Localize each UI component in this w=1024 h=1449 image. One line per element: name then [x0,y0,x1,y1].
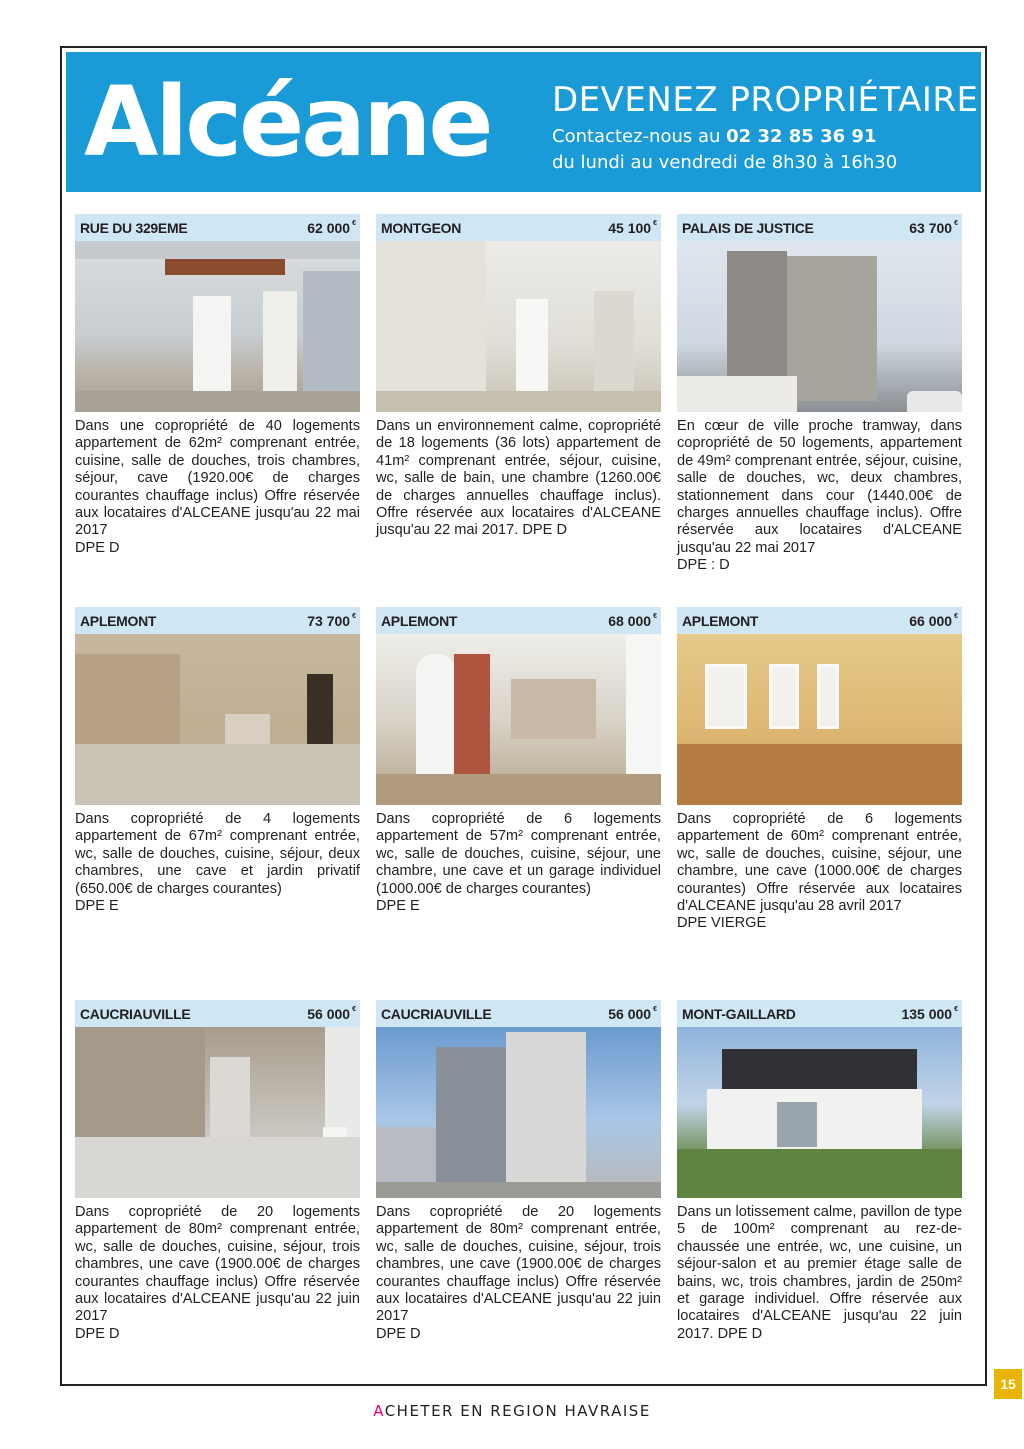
listing-description: Dans copropriété de 6 logements appartement de 60m² comprenant entrée, wc, salle de douches, cuisine, séjour, une chambre, une cave (1000.00€ de charges courantes) Offre réservée aux locataires d'ALCEANE jusqu'au 28 avril 2017 DPE VIERGE [677,811,962,932]
listing-price: 135 000 € [901,1006,958,1022]
listing-card [677,214,962,575]
listing-price: 63 700 € [909,220,958,236]
living-room-photo [376,634,661,805]
listing-header [75,607,360,634]
listing-price: 73 700 € [307,613,356,629]
listing-card [677,1000,962,1343]
dpe-rating: DPE D [376,1325,421,1342]
brand-logo: Alcéane [84,66,491,178]
listing-location: MONT-GAILLARD [682,1006,796,1022]
contact-info [552,124,897,176]
listing-location: APLEMONT [381,613,458,629]
dpe-rating: DPE E [75,898,119,915]
dpe-rating: DPE VIERGE [677,915,767,932]
footer-accent-letter: A [373,1402,385,1420]
phone-number: 02 32 85 36 91 [726,126,877,147]
listing-header [376,214,661,241]
listing-header [376,607,661,634]
listing-location: APLEMONT [682,613,759,629]
listing-description: Dans copropriété de 6 logements appartement de 57m² comprenant entrée, wc, salle de douches, cuisine, séjour, une chambre, une cave et un garage individuel (1000.00€ de charges courantes) DPE E [376,811,661,915]
listing-description: Dans un environnement calme, copropriété de 18 logements (36 lots) appartement de 41m² comprenant entrée, séjour, cuisine, wc, salle de bain, une chambre (1260.00€ de charges annuelles chauffage inclus). Offre réservée aux locataires d'ALCEANE jusqu'au 22 mai 2017. DPE D [376,418,661,539]
living-room-photo [376,241,661,412]
listing-card [376,214,661,540]
contact-prefix: Contactez-nous au [552,126,721,147]
listing-location: CAUCRIAUVILLE [80,1006,191,1022]
listing-location: APLEMONT [80,613,157,629]
page-footer [0,1402,1024,1420]
living-room-photo [75,241,360,412]
building-photo [677,241,962,412]
listing-card [75,214,360,557]
footer-title: CHETER EN REGION HAVRAISE [384,1402,651,1420]
listing-price: 56 000 € [608,1006,657,1022]
listing-header [75,1000,360,1027]
listing-header [75,214,360,241]
listing-description: En cœur de ville proche tramway, dans copropriété de 50 logements, appartement de 49m² comprenant entrée, séjour, cuisine, salle de douches, wc, deux chambres, stationnement dans cour (1440.00€ de charges annuelles chauffage inclus). Offre réservée aux locataires d'ALCEANE jusqu'au 22 mai 2017 DPE : D [677,418,962,574]
listing-price: 68 000 € [608,613,657,629]
listing-description: Dans une copropriété de 40 logements appartement de 62m² comprenant entrée, cuisine, salle de douches, trois chambres, séjour, cave (1920.00€ de charges courantes chauffage inclus) Offre réservée aux locataires d'ALCEANE jusqu'au 22 mai 2017 DPE D [75,418,360,556]
listing-card [75,607,360,915]
listing-location: MONTGEON [381,220,462,236]
listing-price: 62 000 € [307,220,356,236]
listing-card [677,607,962,933]
listing-location: RUE DU 329EME [80,220,188,236]
dpe-rating: DPE : D [677,557,730,574]
listing-description: Dans copropriété de 20 logements appartement de 80m² comprenant entrée, wc, salle de douches, cuisine, séjour, trois chambres, une cave (1900.00€ de charges courantes chauffage inclus) Offre réservée aux locataires d'ALCEANE jusqu'au 22 juin 2017 DPE D [75,1204,360,1342]
opening-hours: du lundi au vendredi de 8h30 à 16h30 [552,152,898,173]
listing-price: 45 100 € [608,220,657,236]
listing-description: Dans copropriété de 20 logements appartement de 80m² comprenant entrée, wc, salle de douches, cuisine, séjour, trois chambres, une cave (1900.00€ de charges courantes chauffage inclus) Offre réservée aux locataires d'ALCEANE jusqu'au 22 juin 2017 DPE D [376,1204,661,1342]
living-room-photo [677,634,962,805]
listing-card [376,607,661,915]
listing-description: Dans un lotissement calme, pavillon de type 5 de 100m² comprenant au rez-de-chaussée une entrée, wc, une cuisine, un séjour-salon et au premier étage salle de bains, wc, trois chambres, jardin de 250m² et garage individuel. Offre réservée aux locataires d'ALCEANE jusqu'au 22 juin 2017. DPE D [677,1204,962,1342]
listing-location: CAUCRIAUVILLE [381,1006,492,1022]
listing-header [677,607,962,634]
listing-header [677,214,962,241]
dpe-rating: DPE D [75,539,120,556]
listing-card [376,1000,661,1343]
listing-price: 56 000 € [307,1006,356,1022]
dpe-rating: DPE E [376,898,420,915]
tagline: DEVENEZ PROPRIÉTAIRE [552,80,979,120]
living-room-photo [75,1027,360,1198]
listing-card [75,1000,360,1343]
listing-location: PALAIS DE JUSTICE [682,220,814,236]
building-photo [376,1027,661,1198]
listing-header [376,1000,661,1027]
listing-header [677,1000,962,1027]
house-photo [677,1027,962,1198]
living-room-photo [75,634,360,805]
page-number: 15 [994,1369,1022,1399]
dpe-rating: DPE D [75,1325,120,1342]
listing-price: 66 000 € [909,613,958,629]
listing-description: Dans copropriété de 4 logements appartement de 67m² comprenant entrée, wc, salle de douches, cuisine, séjour, deux chambres, une cave et jardin privatif (650.00€ de charges courantes) DPE E [75,811,360,915]
